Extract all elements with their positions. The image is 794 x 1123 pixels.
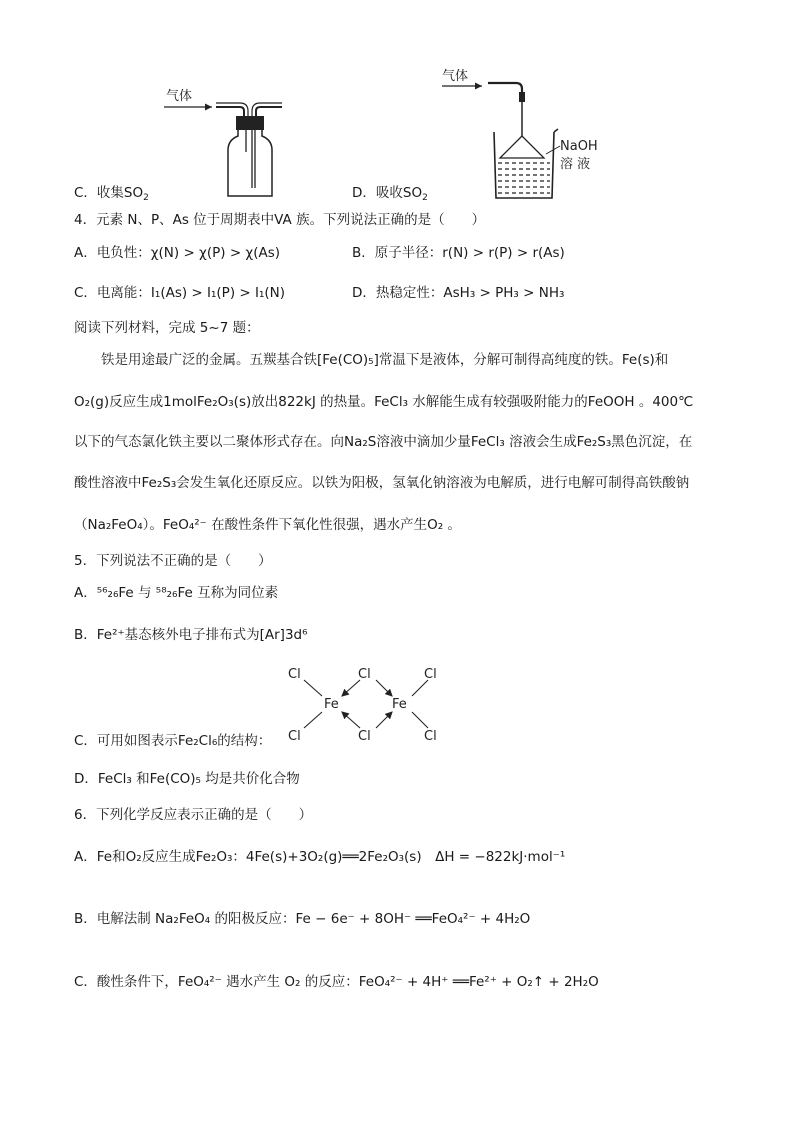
reading-para-line-1: 铁是用途最广泛的金属。五羰基合铁[Fe(CO)₅]常温下是液体，分解可制得高纯度的铁。Fe(s)和 (101, 352, 669, 368)
reading-para-line-3: 以下的气态氯化铁主要以二聚体形式存在。向Na₂S溶液中滴加少量FeCl₃ 溶液会生成Fe₂S₃黑色沉淀，在 (74, 434, 693, 450)
gas-label-right: 气体 (442, 69, 469, 84)
q6-option-c: C．酸性条件下，FeO₄²⁻ 遇水产生 O₂ 的反应：FeO₄²⁻ + 4H⁺ ══Fe²⁺ + O₂↑ + 2H₂O (74, 974, 599, 990)
reading-para-line-5: （Na₂FeO₄）。FeO₄²⁻ 在酸性条件下氧化性很强，遇水产生O₂ 。 (74, 517, 461, 533)
reading-intro: 阅读下列材料，完成 5~7 题： (74, 320, 260, 336)
cl-atom-top-right: Cl (424, 667, 437, 682)
q5-option-d: D．FeCl₃ 和Fe(CO)₅ 均是共价化合物 (74, 771, 300, 787)
q5-stem: 5．下列说法不正确的是（ ） (74, 553, 272, 569)
q4-option-a: A．电负性：χ(N) > χ(P) > χ(As) (74, 245, 281, 261)
q3-option-d: D．吸收$SO_2$ (352, 185, 428, 203)
gas-label-left: 气体 (166, 89, 193, 104)
gas-collection-bottle-figure (160, 80, 300, 200)
naoh-label: NaOH (560, 139, 598, 154)
q4-stem: 4．元素 N、P、As 位于周期表中VA 族。下列说法正确的是（ ） (74, 212, 486, 228)
q4-option-b: B．原子半径：r(N) > r(P) > r(As) (352, 245, 565, 261)
q5-option-b: B．Fe²⁺基态核外电子排布式为[Ar]3d⁶ (74, 627, 308, 643)
q5-option-c: C．可用如图表示Fe₂Cl₆的结构： (74, 733, 272, 749)
q4-option-c: C．电离能：I₁(As) > I₁(P) > I₁(N) (74, 285, 286, 301)
q5-option-a: A．⁵⁶₂₆Fe 与 ⁵⁸₂₆Fe 互称为同位素 (74, 585, 279, 601)
cl-atom-bridge-top: Cl (358, 667, 371, 682)
reading-para-line-2: O₂(g)反应生成1molFe₂O₃(s)放出822kJ 的热量。FeCl₃ 水解能生成有较强吸附能力的FeOOH 。400℃ (74, 394, 694, 410)
q3-option-c: C．收集$SO_2$ (74, 185, 149, 203)
cl-atom-bottom-right: Cl (424, 729, 437, 744)
reading-para-line-4: 酸性溶液中Fe₂S₃会发生氧化还原反应。以铁为阳极，氢氧化钠溶液为电解质，进行电解可制得高铁酸钠 (74, 475, 690, 491)
q6-option-a: A．Fe和O₂反应生成Fe₂O₃：4Fe(s)+3O₂(g)══2Fe₂O₃(s) ΔH = −822kJ·mol⁻¹ (74, 849, 566, 865)
q6-stem: 6．下列化学反应表示正确的是（ ） (74, 807, 313, 823)
solution-label: 溶 液 (560, 157, 591, 172)
fe-atom-left: Fe (324, 697, 339, 712)
fe-atom-right: Fe (392, 697, 407, 712)
q4-option-d: D．热稳定性：AsH₃ > PH₃ > NH₃ (352, 285, 565, 301)
cl-atom-bottom-left: Cl (288, 729, 301, 744)
cl-atom-bridge-bottom: Cl (358, 729, 371, 744)
q6-option-b: B．电解法制 Na₂FeO₄ 的阳极反应：Fe − 6e⁻ + 8OH⁻ ══FeO₄²⁻ + 4H₂O (74, 911, 531, 927)
fe2cl6-structure-diagram (280, 662, 450, 748)
naoh-absorption-beaker-figure (438, 66, 608, 206)
cl-atom-top-left: Cl (288, 667, 301, 682)
